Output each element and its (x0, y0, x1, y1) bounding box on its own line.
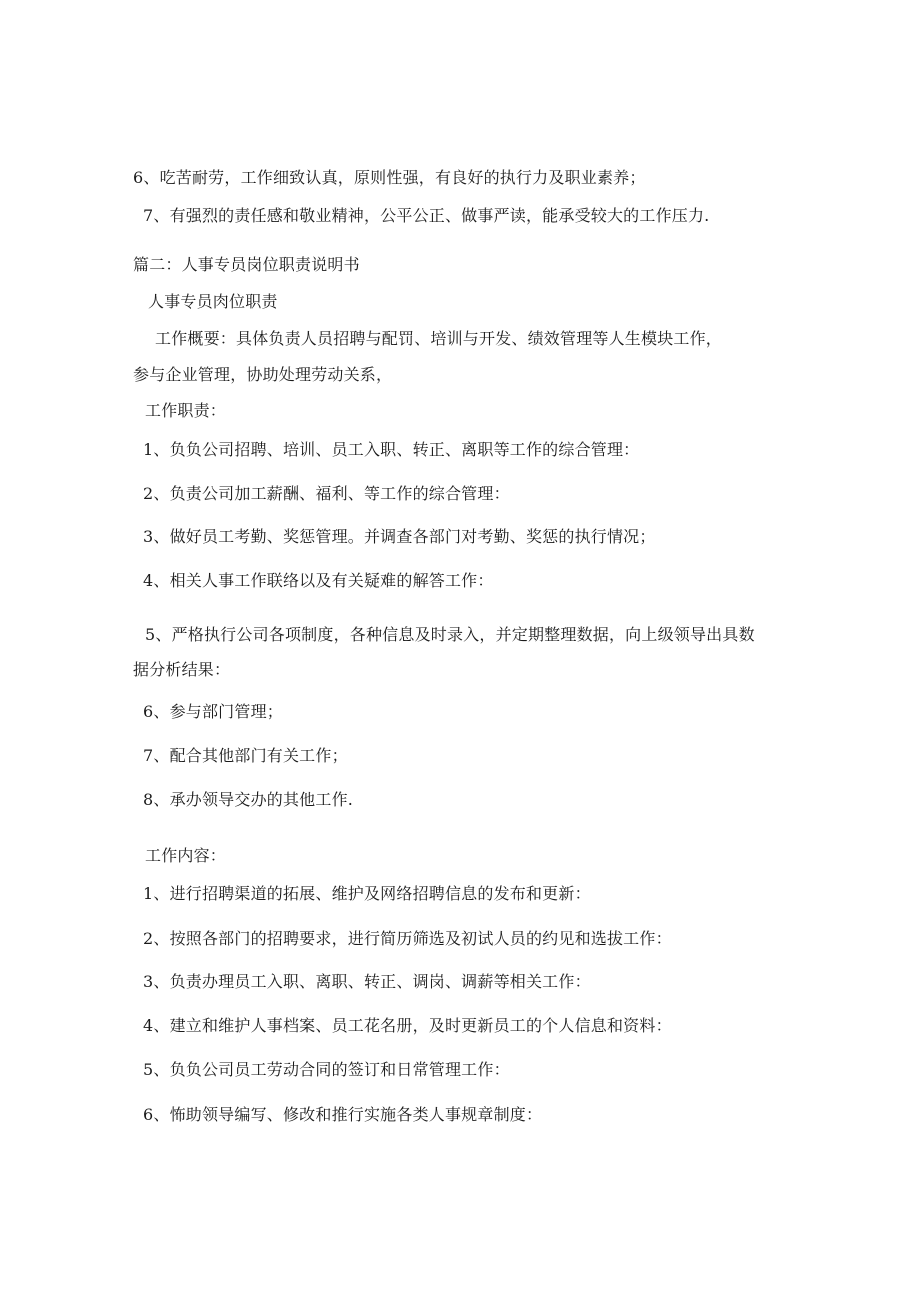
duties-heading: 工作职责： (145, 401, 227, 420)
overview-line-2: 参与企业管理，协助处理劳动关系， (133, 365, 393, 384)
duty-item: 6、参与部门管理； (143, 702, 283, 721)
duty-item: 3、做好员工考勤、奖惩管理。并调查各部门对考勤、奖惩的执行情况； (143, 527, 656, 546)
content-item: 4、建立和维护人事档案、员工花名册，及时更新员工的个人信息和资料： (143, 1016, 672, 1035)
overview-line-1: 工作概要：具体负责人员招聘与配罚、培训与开发、绩效管理等人生模块工作， (155, 329, 723, 348)
content-item: 1、进行招聘渠道的拓展、维护及网络招聘信息的发布和更新： (143, 884, 591, 903)
content-item: 6、怖助领导编写、修改和推行实施各类人事规章制度： (143, 1105, 543, 1124)
duty-item: 2、负责公司加工薪酬、福利、等工作的综合管理： (143, 484, 510, 503)
content-item: 3、负责办理员工入职、离职、转正、调岗、调薪等相关工作： (143, 972, 591, 991)
duty-item: 1、负负公司招聘、培训、员工入职、转正、离职等工作的综合管理： (143, 440, 640, 459)
content-item: 2、按照各部门的招聘要求，进行简历筛选及初试人员的约见和选拔工作： (143, 929, 672, 948)
list-item-6: 6、吃苦耐劳，工作细致认真，原则性强，有良好的执行力及职业素养； (133, 168, 646, 187)
duty-item: 5、严格执行公司各项制度，各种信息及时录入，并定期整理数据，向上级领导出具数 (145, 625, 755, 644)
duty-item-continued: 据分析结果： (133, 660, 231, 679)
duty-item: 4、相关人事工作联络以及有关疑难的解答工作： (143, 571, 494, 590)
content-item: 5、负负公司员工劳动合同的签订和日常管理工作： (143, 1060, 510, 1079)
duty-item: 8、承办领导交办的其他工作. (143, 790, 354, 809)
section-title: 篇二：人事专员岗位职责说明书 (133, 255, 360, 274)
list-item-7: 7、有强烈的责任感和敬业精神，公平公正、做事严读，能承受较大的工作压力. (143, 206, 710, 225)
content-heading: 工作内容： (145, 846, 227, 865)
duty-item: 7、配合其他部门有关工作； (143, 746, 348, 765)
section-subtitle: 人事专员肉位职责 (148, 292, 278, 311)
